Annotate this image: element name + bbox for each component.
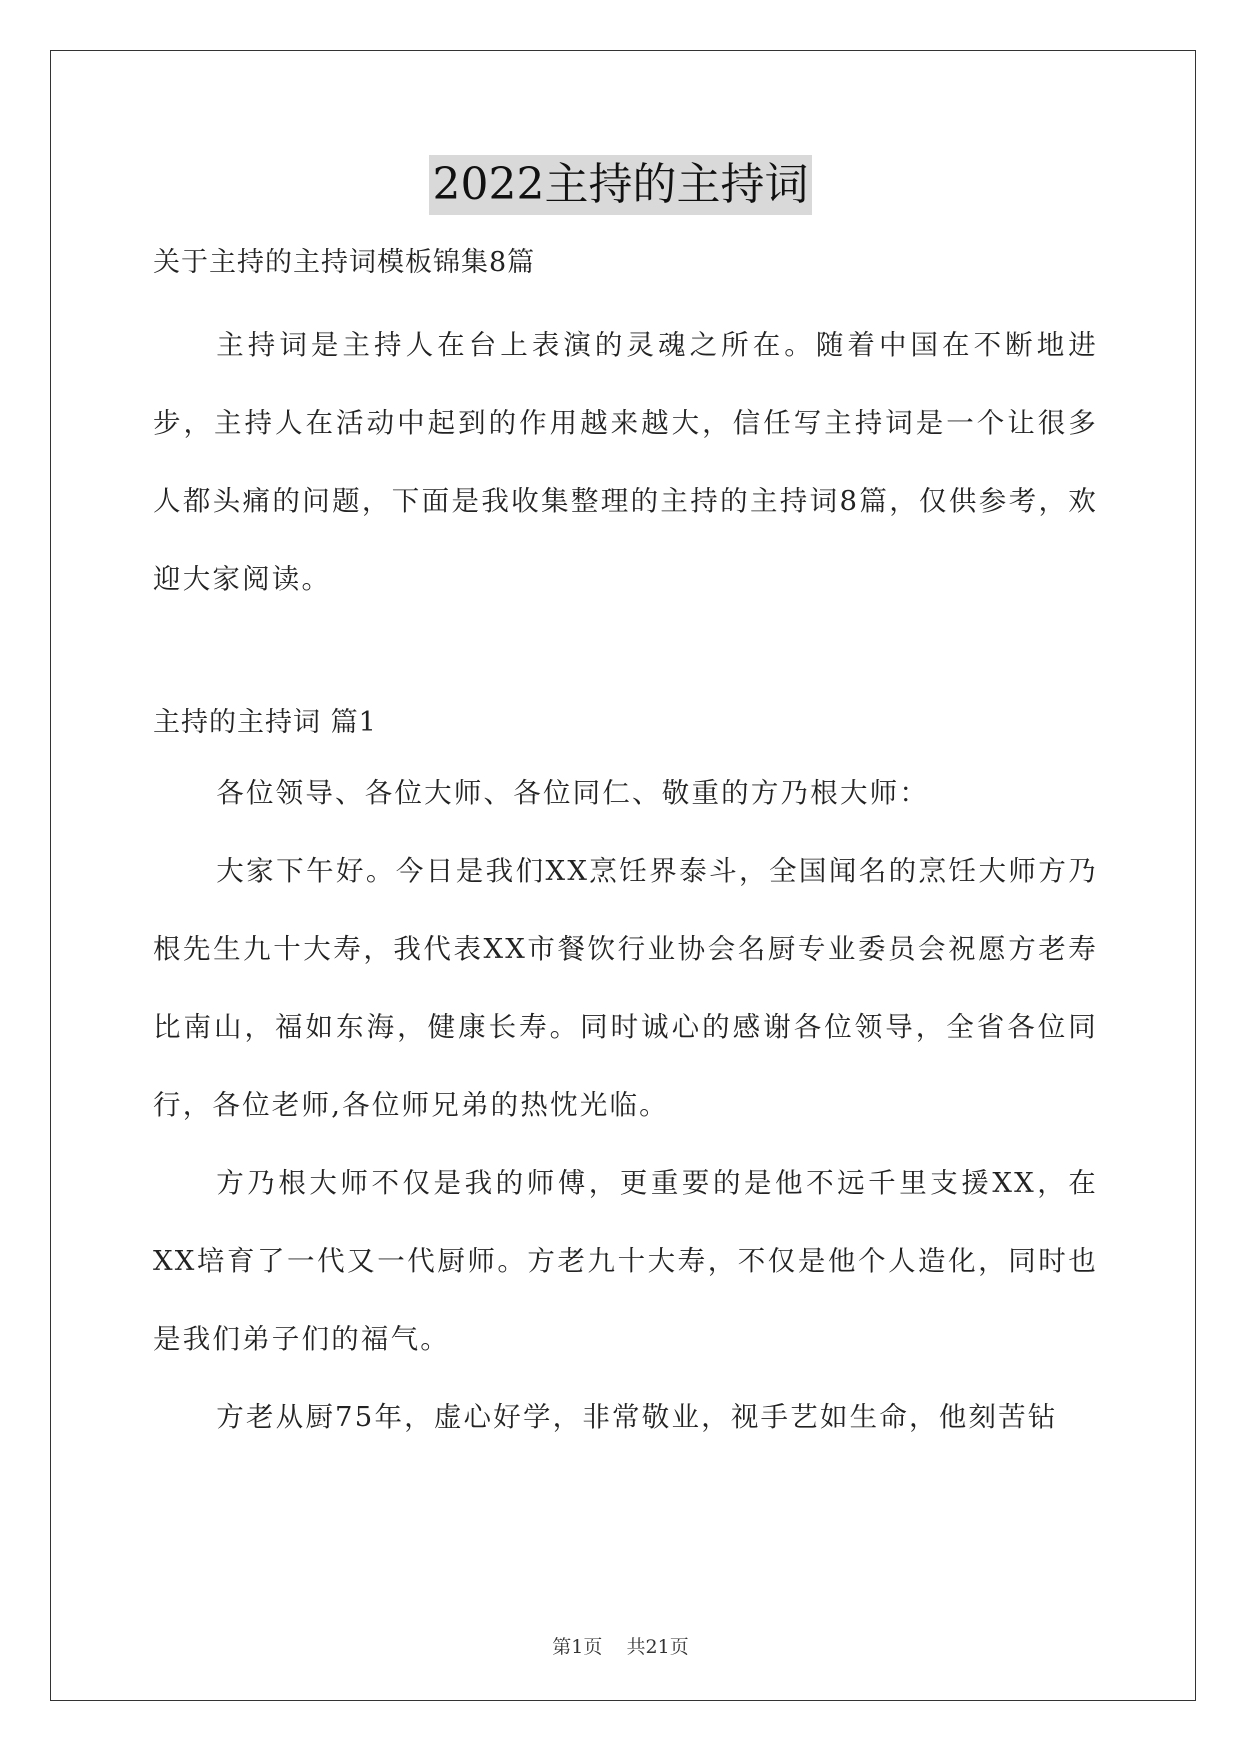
- body-paragraph-3: 方乃根大师不仅是我的师傅，更重要的是他不远千里支援XX，在XX培育了一代又一代厨师。方老九十大寿，不仅是他个人造化，同时也是我们弟子们的福气。: [153, 1167, 1098, 1355]
- document-body: [153, 232, 1098, 1456]
- body-paragraph-4: 方老从厨75年，虚心好学，非常敬业，视手艺如生命，他刻苦钻: [216, 1401, 1058, 1433]
- intro-paragraph: 主持词是主持人在台上表演的灵魂之所在。随着中国在不断地进步，主持人在活动中起到的作用越来越大，信任写主持词是一个让很多人都头痛的问题，下面是我收集整理的主持的主持词8篇，仅供参考，欢迎大家阅读。: [153, 329, 1098, 595]
- document-title: 2022主持的主持词: [429, 155, 813, 215]
- body-paragraph-1: 各位领导、各位大师、各位同仁、敬重的方乃根大师：: [216, 777, 930, 809]
- body-paragraph-2: 大家下午好。今日是我们XX烹饪界泰斗，全国闻名的烹饪大师方乃根先生九十大寿，我代表XX市餐饮行业协会名厨专业委员会祝愿方老寿比南山，福如东海，健康长寿。同时诚心的感谢各位领导，全省各位同行，各位老师,各位师兄弟的热忱光临。: [153, 855, 1098, 1121]
- title-container: [0, 155, 1241, 215]
- page-footer: 第1页 共21页: [552, 1636, 689, 1658]
- document-subtitle: 关于主持的主持词模板锦集8篇: [153, 247, 536, 278]
- section-heading: 主持的主持词 篇1: [153, 707, 377, 738]
